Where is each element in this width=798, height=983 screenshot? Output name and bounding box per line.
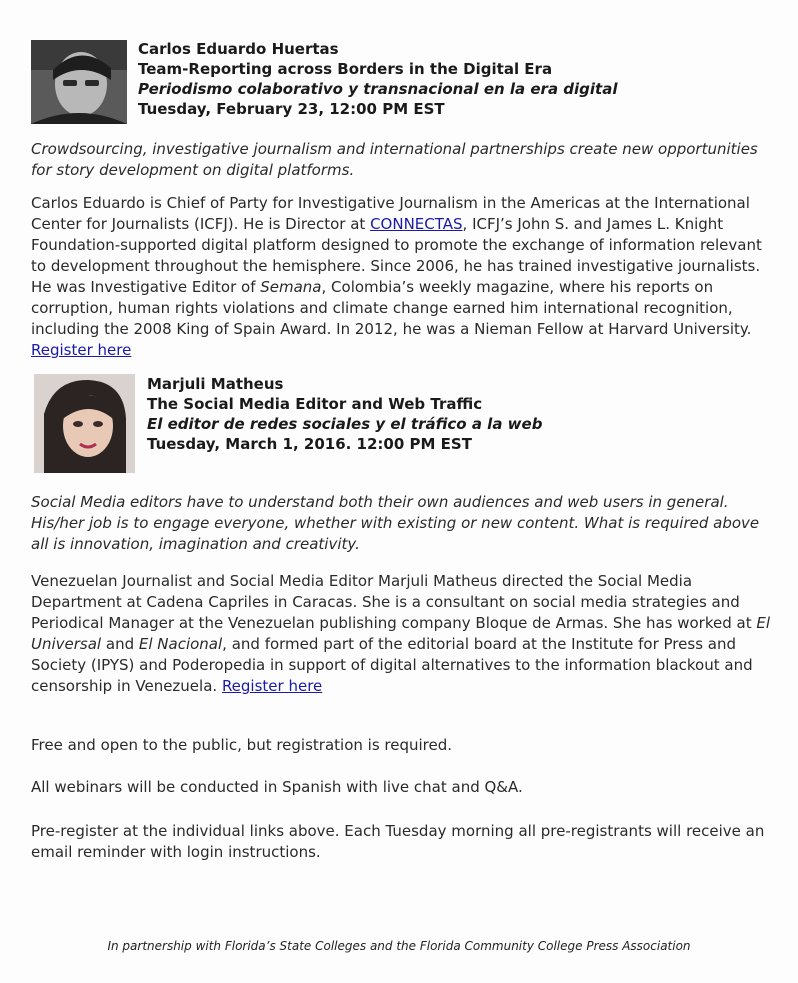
- info-spanish: [31, 777, 771, 798]
- summary-text: Social Media editors have to understand both their own audiences and web users in general. His/her job is to engage everyone, whether with existing or new content. What is required above all is innovation, imagination and creativity.: [31, 493, 760, 553]
- speaker-photo-huertas: [31, 40, 127, 124]
- speaker-bio: [31, 193, 771, 361]
- summary-text: Crowdsourcing, investigative journalism and international partnerships create new opportunities for story development on digital platforms.: [31, 140, 758, 179]
- session-date: Tuesday, March 1, 2016. 12:00 PM EST: [147, 435, 472, 453]
- info-free: [31, 735, 771, 756]
- session-title-en: Team-Reporting across Borders in the Digital Era: [138, 60, 553, 78]
- session-title-es: El editor de redes sociales y el tráfico a la web: [147, 415, 543, 433]
- bio-text: and: [101, 635, 139, 653]
- info-text: Pre-register at the individual links above. Each Tuesday morning all pre-registrants will receive an email reminder with login instructions.: [31, 822, 765, 861]
- session-title-es: Periodismo colaborativo y transnacional en la era digital: [138, 80, 618, 98]
- info-text: All webinars will be conducted in Spanish with live chat and Q&A.: [31, 778, 523, 796]
- speaker-bio: [31, 571, 771, 697]
- info-text: Free and open to the public, but registration is required.: [31, 736, 453, 754]
- portrait-image: [34, 374, 135, 473]
- bio-text: , Colombia’s weekly magazine, where his reports on corruption, human rights violations and climate change earned him international recognition, including the 2008 King of Spain Award. In 2012, he was a Nieman Fellow at Harvard University.: [31, 278, 752, 338]
- speaker-header-huertas: [138, 39, 617, 119]
- portrait-image: [31, 40, 127, 124]
- bio-text: , ICFJ’s John S. and James L. Knight Foundation-supported digital platform designed to promote the exchange of information relevant to development throughout the hemisphere. Since 2006, he has trained investigative journalists. He was Investigative Editor of: [31, 215, 762, 296]
- partnership-footer: In partnership with Florida’s State Colleges and the Florida Community College Press Association: [107, 939, 691, 953]
- session-summary: [31, 139, 771, 181]
- speaker-name: Marjuli Matheus: [147, 375, 284, 393]
- bio-text: , and formed part of the editorial board at the Institute for Press and Society (IPYS) and Poderopedia in support of digital alternatives to the information blackout and censorship in Venezuela.: [31, 635, 753, 695]
- session-date: Tuesday, February 23, 12:00 PM EST: [138, 100, 445, 118]
- bio-emphasis: El Universal: [31, 614, 771, 653]
- bio-emphasis: El Nacional: [138, 635, 223, 653]
- info-preregister: [31, 821, 771, 863]
- register-link-matheus[interactable]: Register here: [221, 677, 323, 695]
- register-link-huertas[interactable]: Register here: [31, 341, 132, 359]
- speaker-name: Carlos Eduardo Huertas: [138, 40, 339, 58]
- session-summary: [31, 492, 771, 555]
- session-title-en: The Social Media Editor and Web Traffic: [147, 395, 483, 413]
- bio-text: Carlos Eduardo is Chief of Party for Investigative Journalism in the Americas at the International Center for Journalists (ICFJ). He is Director at: [31, 194, 750, 233]
- connectas-link[interactable]: CONNECTAS: [370, 215, 463, 233]
- bio-text: Venezuelan Journalist and Social Media Editor Marjuli Matheus directed the Social Media Department at Cadena Capriles in Caracas. She is a consultant on social media strategies and Periodical Manager at the Venezuelan publishing company Bloque de Armas. She has worked at: [31, 572, 757, 632]
- bio-emphasis: Semana: [260, 278, 322, 296]
- speaker-header-matheus: [147, 374, 542, 454]
- speaker-photo-matheus: [34, 374, 135, 473]
